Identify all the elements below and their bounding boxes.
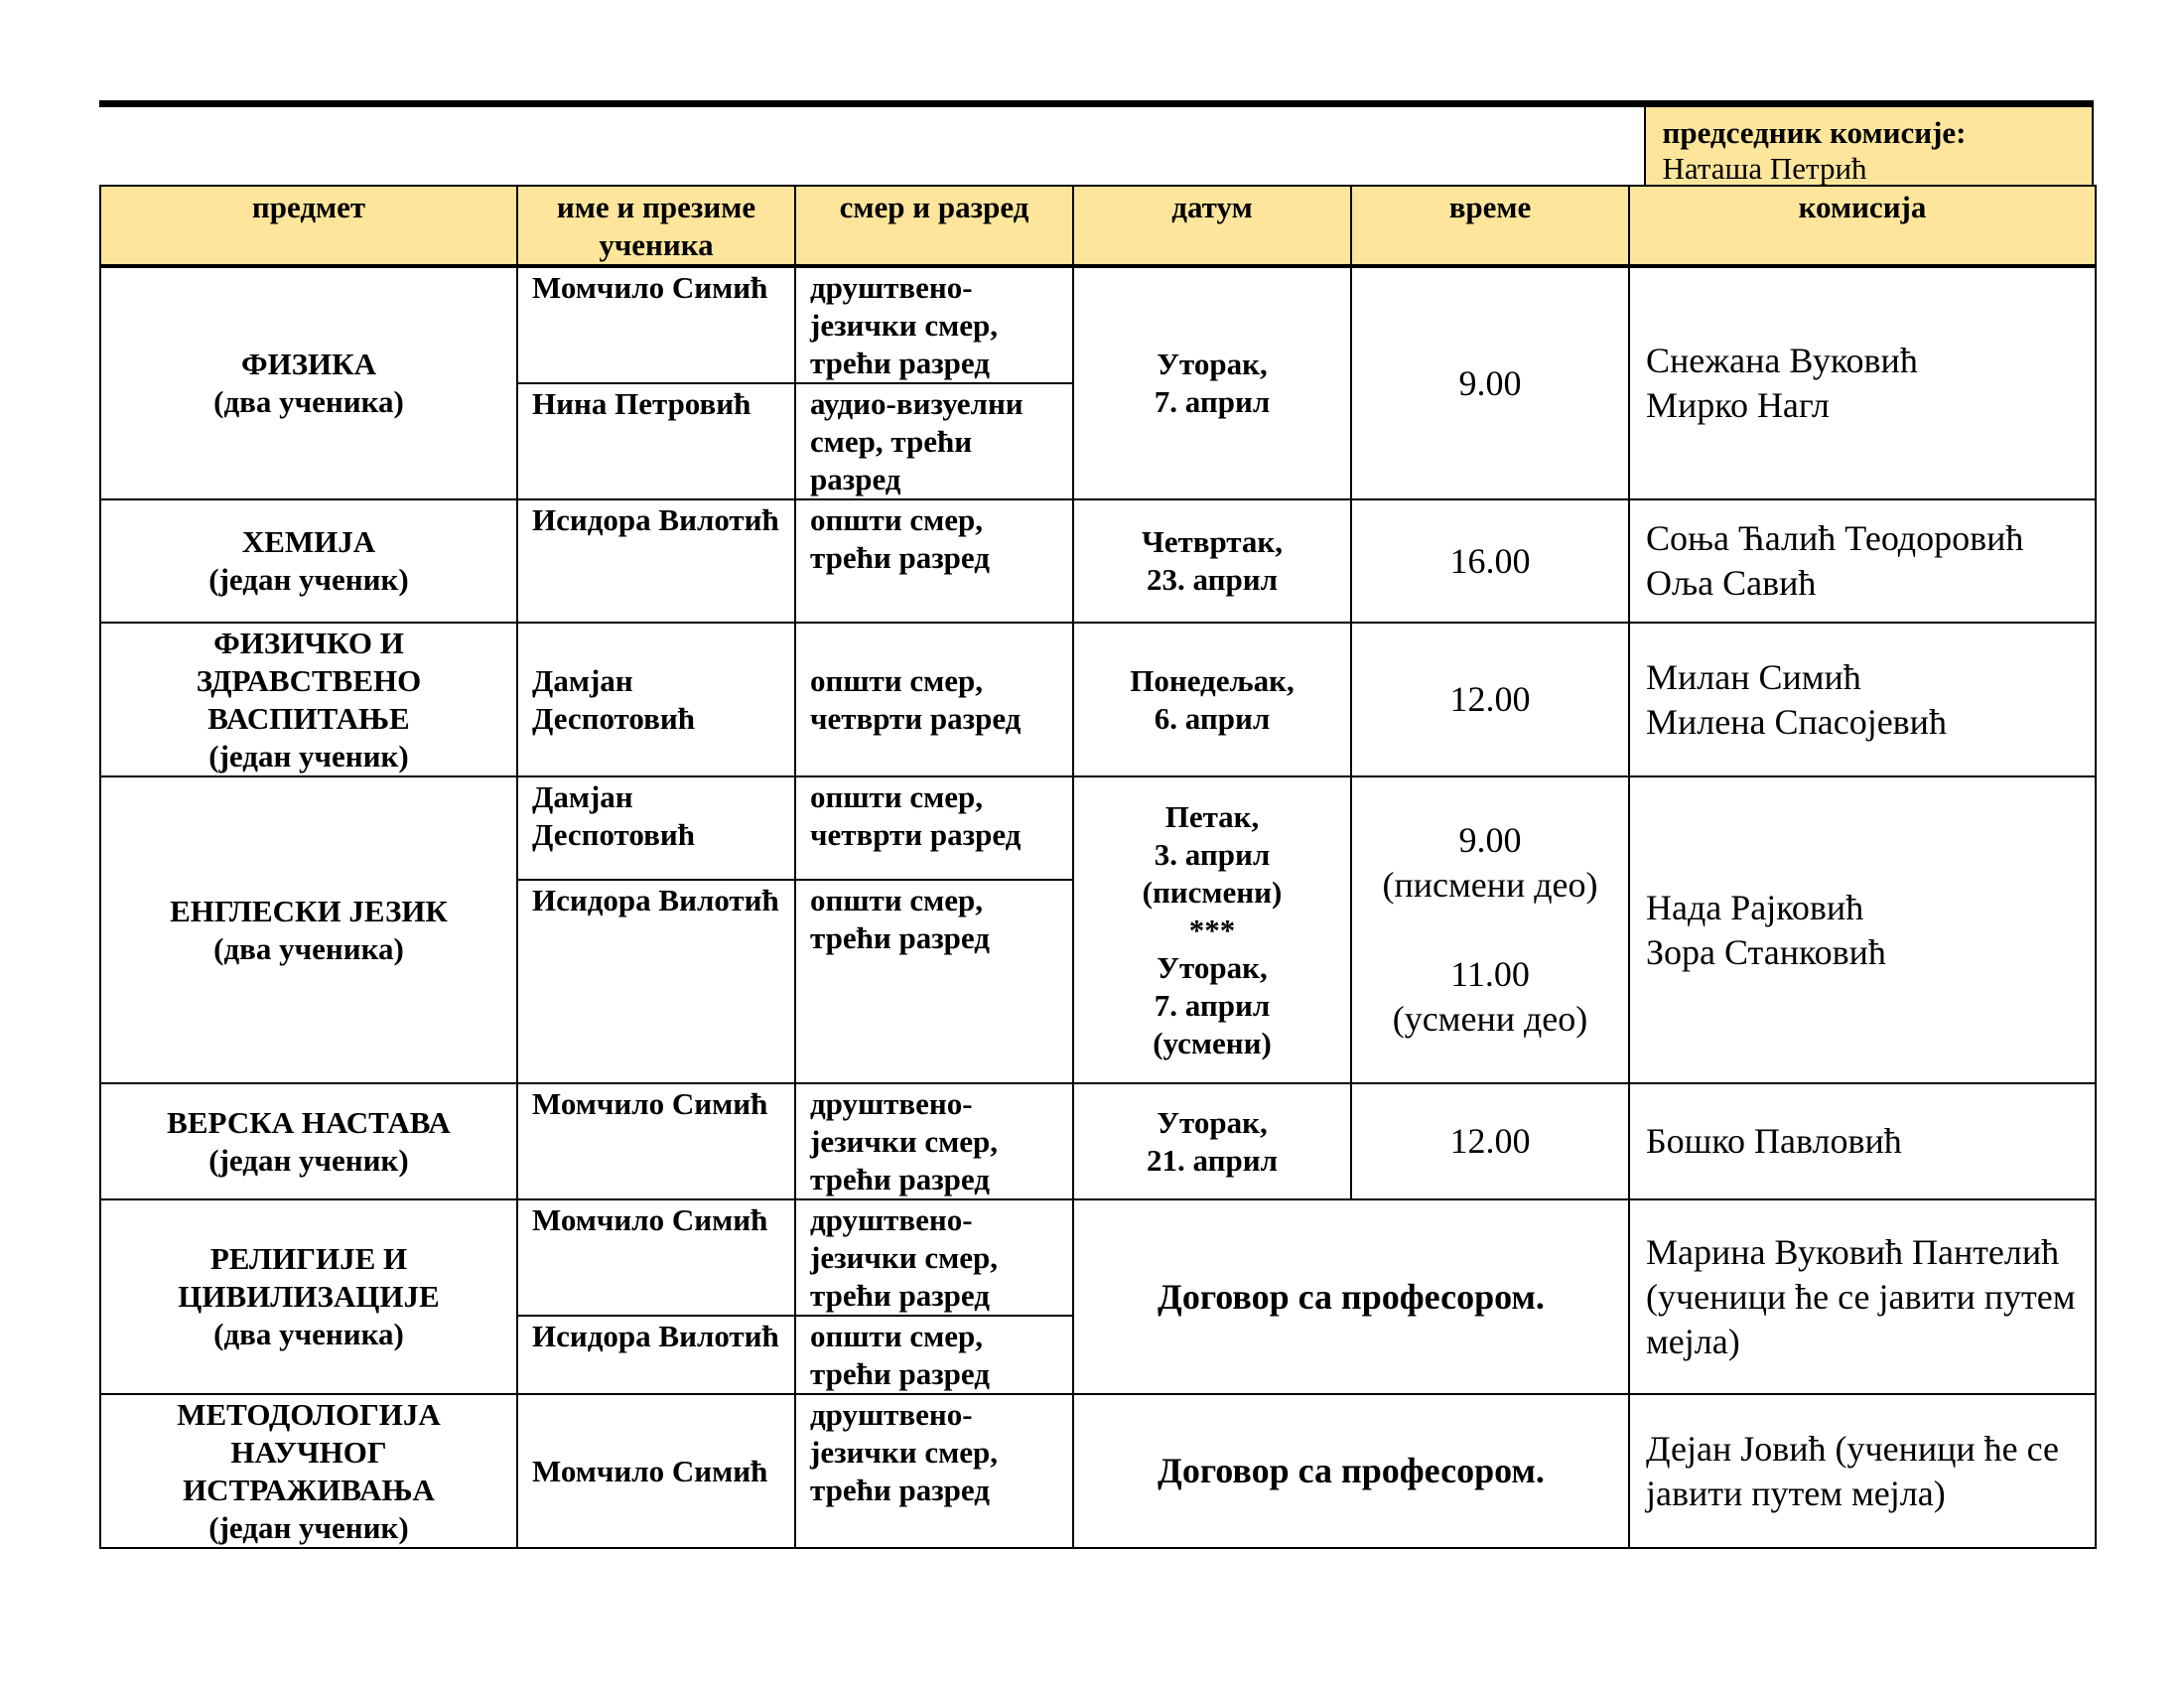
time-cell: 9.00 (писмени део) 11.00 (усмени део) (1351, 776, 1629, 1083)
table-row (100, 499, 2096, 623)
student-direction: општи смер, четврти разред (795, 776, 1073, 880)
header-student: име и презиме ученика (517, 186, 795, 266)
header-date: датум (1073, 186, 1351, 266)
time-cell: 12.00 (1351, 623, 1629, 776)
committee-cell: Снежана Вуковић Мирко Нагл (1629, 266, 2096, 499)
student-name: Исидора Вилотић (517, 499, 795, 623)
student-name: Дамјан Деспотовић (517, 776, 795, 880)
time-cell: 16.00 (1351, 499, 1629, 623)
date-cell: Уторак, 7. април (1073, 266, 1351, 499)
header-subject: предмет (100, 186, 517, 266)
student-direction: општи смер, трећи разред (795, 499, 1073, 623)
student-direction: општи смер, четврти разред (795, 623, 1073, 776)
student-direction: друштвено-језички смер, трећи разред (795, 1083, 1073, 1199)
header-time: време (1351, 186, 1629, 266)
subject-cell: ВЕРСКА НАСТАВА (један ученик) (100, 1083, 517, 1199)
header-row (100, 186, 2096, 266)
header-committee: комисија (1629, 186, 2096, 266)
subject-cell: ФИЗИКА (два ученика) (100, 266, 517, 499)
schedule-table (99, 185, 2097, 1549)
subject-cell: МЕТОДОЛОГИЈА НАУЧНОГ ИСТРАЖИВАЊА (један ученик) (100, 1394, 517, 1548)
committee-cell: Нада Рајковић Зора Станковић (1629, 776, 2096, 1083)
chair-name: Наташа Петрић (1662, 151, 1867, 186)
chair-row (99, 107, 2094, 185)
table-row (100, 776, 2096, 880)
student-direction: општи смер, трећи разред (795, 1316, 1073, 1394)
subject-cell: ХЕМИЈА (један ученик) (100, 499, 517, 623)
table-row (100, 1394, 2096, 1548)
student-name: Нина Петровић (517, 383, 795, 499)
table-row (100, 623, 2096, 776)
student-direction: аудио-визуелни смер, трећи разред (795, 383, 1073, 499)
subject-cell: РЕЛИГИЈЕ И ЦИВИЛИЗАЦИЈЕ (два ученика) (100, 1199, 517, 1394)
subject-cell: ФИЗИЧКО И ЗДРАВСТВЕНО ВАСПИТАЊЕ (један ученик) (100, 623, 517, 776)
committee-cell: Милан Симић Милена Спасојевић (1629, 623, 2096, 776)
student-name: Момчило Симић (517, 266, 795, 383)
committee-cell: Соња Ћалић Теодоровић Оља Савић (1629, 499, 2096, 623)
subject-cell: ЕНГЛЕСКИ ЈЕЗИК (два ученика) (100, 776, 517, 1083)
committee-cell: Бошко Павловић (1629, 1083, 2096, 1199)
date-cell: Петак, 3. април (писмени) *** Уторак, 7. април (усмени) (1073, 776, 1351, 1083)
agreement-cell: Договор са професором. (1073, 1199, 1629, 1394)
student-name: Момчило Симић (517, 1083, 795, 1199)
student-direction: друштвено-језички смер, трећи разред (795, 1394, 1073, 1548)
student-name: Исидора Вилотић (517, 880, 795, 1083)
date-cell: Уторак, 21. април (1073, 1083, 1351, 1199)
header-direction: смер и разред (795, 186, 1073, 266)
committee-cell: Марина Вуковић Пантелић (ученици ће се јавити путем мејла) (1629, 1199, 2096, 1394)
committee-cell: Дејан Јовић (ученици ће се јавити путем мејла) (1629, 1394, 2096, 1548)
student-direction: друштвено-језички смер, трећи разред (795, 266, 1073, 383)
table-row (100, 1083, 2096, 1199)
time-cell: 9.00 (1351, 266, 1629, 499)
student-name: Момчило Симић (517, 1199, 795, 1316)
committee-chair-cell (1644, 107, 2094, 185)
table-row (100, 266, 2096, 383)
student-direction: друштвено-језички смер, трећи разред (795, 1199, 1073, 1316)
exam-schedule-sheet (99, 100, 2094, 1549)
student-name: Момчило Симић (517, 1394, 795, 1548)
student-direction: општи смер, трећи разред (795, 880, 1073, 1083)
chair-label: председник комисије: (1662, 115, 1967, 150)
student-name: Дамјан Деспотовић (517, 623, 795, 776)
date-cell: Понедељак, 6. април (1073, 623, 1351, 776)
table-row (100, 1199, 2096, 1316)
time-cell: 12.00 (1351, 1083, 1629, 1199)
agreement-cell: Договор са професором. (1073, 1394, 1629, 1548)
student-name: Исидора Вилотић (517, 1316, 795, 1394)
date-cell: Четвртак, 23. април (1073, 499, 1351, 623)
top-rule (99, 100, 2094, 107)
